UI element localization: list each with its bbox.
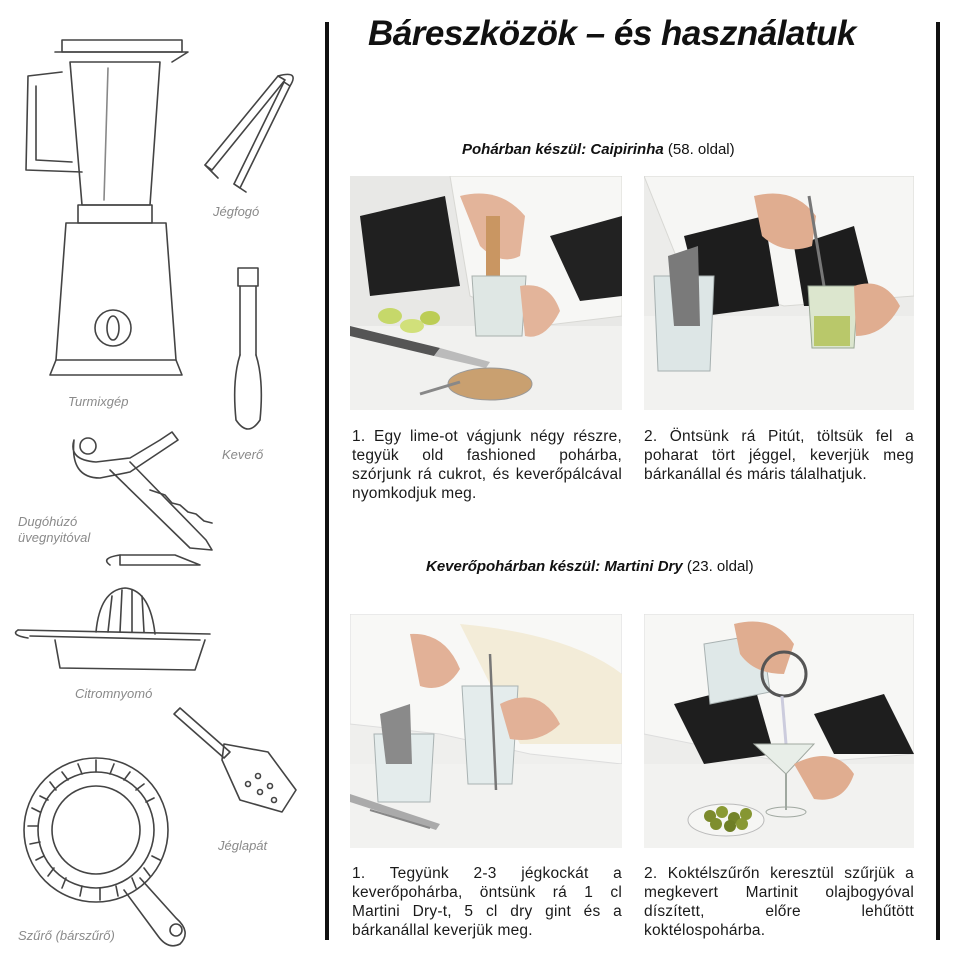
corkscrew-drawing	[73, 432, 212, 565]
blender-label: Turmixgép	[68, 394, 129, 409]
stirrer-drawing	[235, 268, 262, 429]
section2-step1: 1. Tegyünk 2-3 jégkockát a keverőpohárba, öntsünk rá 1 cl Martini Dry-t, 5 cl dry gint és a bárkanállal keverjük meg.	[352, 865, 622, 939]
page-title: Báreszközök – és használatuk	[368, 14, 856, 53]
section1-step1: 1. Egy lime-ot vágjunk négy részre, tegyük old fashioned pohárba, szórjunk rá cukrot, és keverőpálcával nyomkodjuk meg.	[352, 428, 622, 502]
juicer-drawing	[16, 588, 210, 670]
section1-label: Pohárban készül:	[462, 141, 587, 158]
stirrer-label: Keverő	[222, 447, 264, 462]
juicer-label: Citromnyomó	[75, 686, 153, 701]
section2-label: Keverőpohárban készül:	[426, 558, 601, 575]
blender-drawing	[26, 40, 188, 375]
section1-ref: (58. oldal)	[667, 141, 735, 158]
photo-mixing-glass	[350, 614, 622, 848]
left-rule	[325, 22, 329, 940]
photo-stirring	[644, 176, 914, 410]
strainer-label: Szűrő (bárszűrő)	[18, 928, 115, 943]
strainer-drawing	[24, 758, 185, 946]
ice-scoop-label: Jéglapát	[218, 838, 268, 853]
section2-ref: (23. oldal)	[686, 558, 754, 575]
photo-straining	[644, 614, 914, 848]
corkscrew-label-line2: üvegnyitóval	[18, 530, 91, 545]
ice-tongs-drawing	[205, 74, 293, 192]
right-rule	[936, 22, 940, 940]
ice-tongs-label: Jégfogó	[213, 204, 260, 219]
corkscrew-label-line1: Dugóhúzó	[18, 514, 78, 529]
tools-illustration	[0, 0, 320, 960]
section1-heading	[462, 141, 735, 158]
section1-drink: Caipirinha	[590, 141, 664, 158]
ice-scoop-drawing	[174, 708, 296, 812]
section2-step2: 2. Koktélszűrőn keresztül szűrjük a megkevert Martinit olajbogyóval díszített, előre lehűtött koktélospohárba.	[644, 865, 914, 939]
section2-heading	[426, 558, 754, 575]
photo-muddling	[350, 176, 622, 410]
section2-drink: Martini Dry	[604, 558, 683, 575]
section1-step2: 2. Öntsünk rá Pitút, töltsük fel a poharat tört jéggel, keverjük meg bárkanállal és máris tálalhatjuk.	[644, 428, 914, 483]
